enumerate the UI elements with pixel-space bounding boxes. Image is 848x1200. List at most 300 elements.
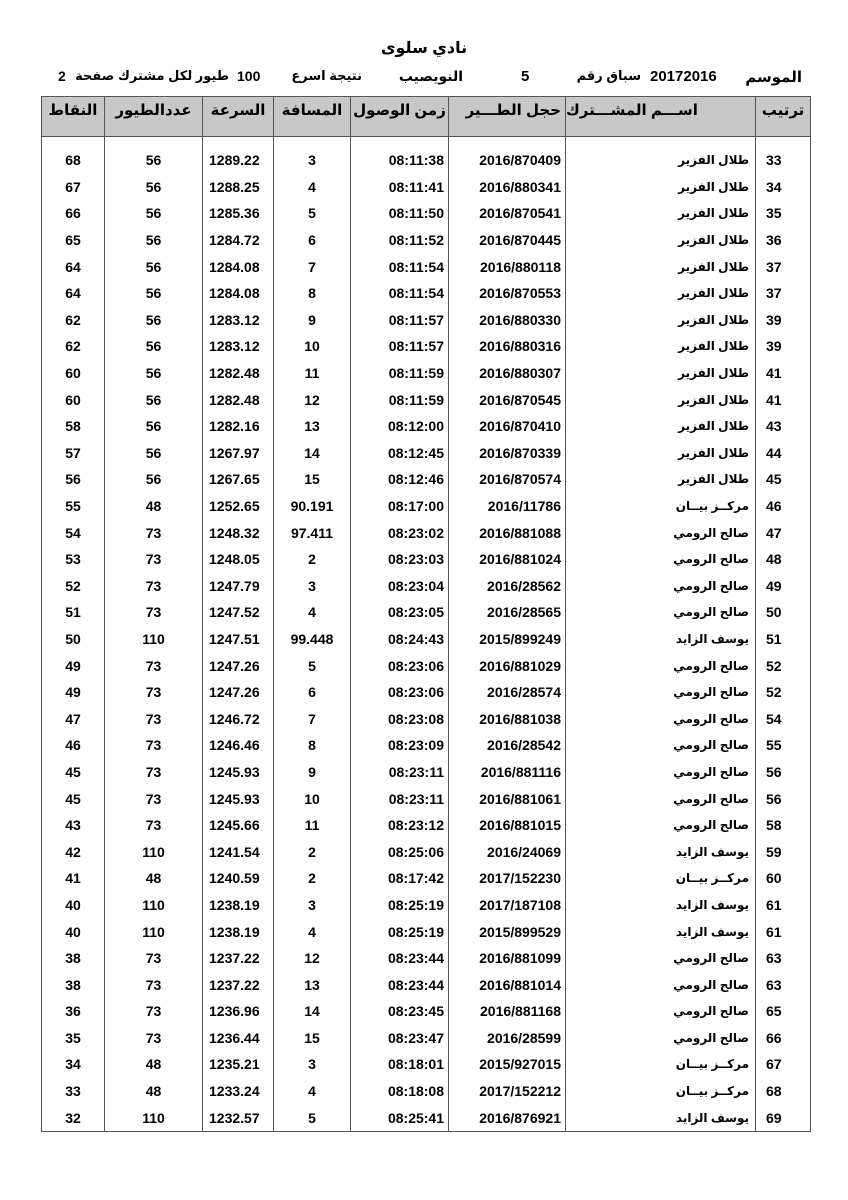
arrival-time-cell: 08:23:11 xyxy=(351,759,449,786)
ring-number-cell: 2016/24069 xyxy=(449,838,566,865)
birds-cell: 56 xyxy=(105,386,203,413)
rank-cell: 49 xyxy=(756,573,811,600)
rank-cell: 34 xyxy=(756,174,811,201)
arrival-time-cell: 08:17:42 xyxy=(351,865,449,892)
race-label: سباق رقم xyxy=(576,68,641,83)
speed-cell: 1285.36 xyxy=(203,200,274,227)
ring-number-cell: 2016/881024 xyxy=(449,546,566,573)
points-cell: 56 xyxy=(42,466,105,493)
participant-name-cell: صالح الرومي xyxy=(566,759,756,786)
table-row xyxy=(42,440,811,467)
distance-cell: 9 xyxy=(274,759,351,786)
arrival-time-cell: 08:23:12 xyxy=(351,812,449,839)
rank-cell: 58 xyxy=(756,812,811,839)
points-cell: 50 xyxy=(42,626,105,653)
ring-number-cell: 2016/28542 xyxy=(449,732,566,759)
ring-number-cell: 2016/880341 xyxy=(449,174,566,201)
arrival-time-cell: 08:23:03 xyxy=(351,546,449,573)
distance-cell: 8 xyxy=(274,280,351,307)
arrival-time-cell: 08:23:45 xyxy=(351,998,449,1025)
points-cell: 67 xyxy=(42,174,105,201)
points-cell: 45 xyxy=(42,759,105,786)
distance-cell: 3 xyxy=(274,892,351,919)
speed-cell: 1236.44 xyxy=(203,1025,274,1052)
page-number: 2 xyxy=(58,68,66,84)
birds-cell: 48 xyxy=(105,1051,203,1078)
race-type: النويصيب xyxy=(398,68,463,84)
birds-cell: 73 xyxy=(105,785,203,812)
points-cell: 53 xyxy=(42,546,105,573)
points-cell: 42 xyxy=(42,838,105,865)
points-cell: 57 xyxy=(42,440,105,467)
rank-cell: 44 xyxy=(756,440,811,467)
birds-cell: 56 xyxy=(105,333,203,360)
arrival-time-cell: 08:11:57 xyxy=(351,333,449,360)
participant-name-cell: صالح الرومي xyxy=(566,812,756,839)
birds-cell: 73 xyxy=(105,679,203,706)
points-cell: 43 xyxy=(42,812,105,839)
rank-cell: 52 xyxy=(756,679,811,706)
table-row xyxy=(42,626,811,653)
table-row xyxy=(42,785,811,812)
header-row xyxy=(42,97,811,137)
table-row xyxy=(42,838,811,865)
rank-cell: 33 xyxy=(756,147,811,174)
speed-cell: 1247.79 xyxy=(203,573,274,600)
points-cell: 51 xyxy=(42,599,105,626)
arrival-time-cell: 08:23:11 xyxy=(351,785,449,812)
per-member-label: طيور لكل مشترك صفحة xyxy=(75,68,229,83)
arrival-time-cell: 08:25:19 xyxy=(351,918,449,945)
points-cell: 65 xyxy=(42,227,105,254)
speed-cell: 1247.51 xyxy=(203,626,274,653)
speed-cell: 1289.22 xyxy=(203,147,274,174)
points-cell: 49 xyxy=(42,679,105,706)
birds-cell: 73 xyxy=(105,945,203,972)
speed-cell: 1237.22 xyxy=(203,971,274,998)
speed-cell: 1267.65 xyxy=(203,466,274,493)
birds-cell: 110 xyxy=(105,892,203,919)
ring-number-cell: 2016/880330 xyxy=(449,307,566,334)
distance-cell: 3 xyxy=(274,573,351,600)
col-header-ring: حجل الطـــير xyxy=(449,97,566,137)
table-row xyxy=(42,1051,811,1078)
rank-cell: 37 xyxy=(756,280,811,307)
table-row xyxy=(42,360,811,387)
ring-number-cell: 2016/881015 xyxy=(449,812,566,839)
points-cell: 32 xyxy=(42,1104,105,1131)
table-row xyxy=(42,1025,811,1052)
points-cell: 36 xyxy=(42,998,105,1025)
table-row xyxy=(42,493,811,520)
points-cell: 52 xyxy=(42,573,105,600)
distance-cell: 11 xyxy=(274,360,351,387)
col-header-participant: اســـم المشـــترك xyxy=(566,97,756,137)
speed-cell: 1232.57 xyxy=(203,1104,274,1131)
table-row xyxy=(42,812,811,839)
arrival-time-cell: 08:18:08 xyxy=(351,1078,449,1105)
rank-cell: 55 xyxy=(756,732,811,759)
table-row xyxy=(42,705,811,732)
ring-number-cell: 2016/870445 xyxy=(449,227,566,254)
ring-number-cell: 2016/870339 xyxy=(449,440,566,467)
speed-cell: 1282.48 xyxy=(203,360,274,387)
birds-cell: 56 xyxy=(105,147,203,174)
distance-cell: 5 xyxy=(274,1104,351,1131)
arrival-time-cell: 08:12:45 xyxy=(351,440,449,467)
table-row xyxy=(42,865,811,892)
participant-name-cell: صالح الرومي xyxy=(566,971,756,998)
distance-cell: 8 xyxy=(274,732,351,759)
arrival-time-cell: 08:23:08 xyxy=(351,705,449,732)
points-cell: 62 xyxy=(42,333,105,360)
participant-name-cell: طلال الفزير xyxy=(566,360,756,387)
birds-cell: 56 xyxy=(105,440,203,467)
ring-number-cell: 2016/870409 xyxy=(449,147,566,174)
distance-cell: 6 xyxy=(274,227,351,254)
birds-cell: 56 xyxy=(105,253,203,280)
table-row xyxy=(42,918,811,945)
participant-name-cell: طلال الفزير xyxy=(566,466,756,493)
birds-cell: 56 xyxy=(105,360,203,387)
ring-number-cell: 2017/152230 xyxy=(449,865,566,892)
ring-number-cell: 2016/880307 xyxy=(449,360,566,387)
distance-cell: 90.191 xyxy=(274,493,351,520)
birds-cell: 73 xyxy=(105,812,203,839)
ring-number-cell: 2016/28565 xyxy=(449,599,566,626)
participant-name-cell: طلال الفزير xyxy=(566,147,756,174)
participant-name-cell: صالح الرومي xyxy=(566,732,756,759)
points-cell: 66 xyxy=(42,200,105,227)
ring-number-cell: 2016/870545 xyxy=(449,386,566,413)
participant-name-cell: مركــز بيــان xyxy=(566,1051,756,1078)
ring-number-cell: 2016/870574 xyxy=(449,466,566,493)
table-row xyxy=(42,466,811,493)
birds-cell: 48 xyxy=(105,865,203,892)
col-header-speed: السرعة xyxy=(203,97,274,137)
col-header-points: النقاط xyxy=(42,97,105,137)
table-row xyxy=(42,759,811,786)
table-row xyxy=(42,200,811,227)
spacer-row xyxy=(42,137,811,148)
speed-cell: 1283.12 xyxy=(203,333,274,360)
arrival-time-cell: 08:18:01 xyxy=(351,1051,449,1078)
rank-cell: 41 xyxy=(756,386,811,413)
birds-cell: 73 xyxy=(105,599,203,626)
participant-name-cell: طلال الفزير xyxy=(566,440,756,467)
table-row xyxy=(42,573,811,600)
birds-cell: 110 xyxy=(105,626,203,653)
rank-cell: 36 xyxy=(756,227,811,254)
rank-cell: 39 xyxy=(756,333,811,360)
distance-cell: 14 xyxy=(274,440,351,467)
arrival-time-cell: 08:11:38 xyxy=(351,147,449,174)
speed-cell: 1267.97 xyxy=(203,440,274,467)
table-row xyxy=(42,732,811,759)
distance-cell: 3 xyxy=(274,147,351,174)
participant-name-cell: صالح الرومي xyxy=(566,998,756,1025)
rank-cell: 69 xyxy=(756,1104,811,1131)
participant-name-cell: صالح الرومي xyxy=(566,1025,756,1052)
birds-cell: 110 xyxy=(105,838,203,865)
participant-name-cell: طلال الفزير xyxy=(566,280,756,307)
distance-cell: 99.448 xyxy=(274,626,351,653)
arrival-time-cell: 08:11:59 xyxy=(351,360,449,387)
speed-cell: 1233.24 xyxy=(203,1078,274,1105)
ring-number-cell: 2016/881168 xyxy=(449,998,566,1025)
birds-cell: 73 xyxy=(105,1025,203,1052)
participant-name-cell: مركــز بيــان xyxy=(566,865,756,892)
participant-name-cell: صالح الرومي xyxy=(566,705,756,732)
table-row xyxy=(42,1104,811,1131)
birds-cell: 56 xyxy=(105,413,203,440)
distance-cell: 13 xyxy=(274,413,351,440)
table-row xyxy=(42,333,811,360)
table-row xyxy=(42,253,811,280)
ring-number-cell: 2016/881038 xyxy=(449,705,566,732)
result-count: 100 xyxy=(237,68,261,84)
ring-number-cell: 2016/881099 xyxy=(449,945,566,972)
table-row xyxy=(42,174,811,201)
distance-cell: 12 xyxy=(274,945,351,972)
speed-cell: 1246.72 xyxy=(203,705,274,732)
birds-cell: 110 xyxy=(105,918,203,945)
rank-cell: 63 xyxy=(756,971,811,998)
points-cell: 55 xyxy=(42,493,105,520)
birds-cell: 73 xyxy=(105,573,203,600)
participant-name-cell: صالح الرومي xyxy=(566,599,756,626)
table-row xyxy=(42,280,811,307)
results-table xyxy=(41,96,811,1132)
arrival-time-cell: 08:23:05 xyxy=(351,599,449,626)
participant-name-cell: يوسف الزايد xyxy=(566,892,756,919)
table-row xyxy=(42,413,811,440)
participant-name-cell: طلال الفزير xyxy=(566,413,756,440)
distance-cell: 6 xyxy=(274,679,351,706)
points-cell: 58 xyxy=(42,413,105,440)
points-cell: 64 xyxy=(42,253,105,280)
ring-number-cell: 2016/28574 xyxy=(449,679,566,706)
points-cell: 41 xyxy=(42,865,105,892)
ring-number-cell: 2016/881116 xyxy=(449,759,566,786)
speed-cell: 1282.48 xyxy=(203,386,274,413)
table-row xyxy=(42,998,811,1025)
ring-number-cell: 2016/876921 xyxy=(449,1104,566,1131)
speed-cell: 1247.26 xyxy=(203,679,274,706)
participant-name-cell: طلال الفزير xyxy=(566,307,756,334)
speed-cell: 1246.46 xyxy=(203,732,274,759)
ring-number-cell: 2016/870541 xyxy=(449,200,566,227)
points-cell: 38 xyxy=(42,971,105,998)
ring-number-cell: 2017/187108 xyxy=(449,892,566,919)
arrival-time-cell: 08:23:06 xyxy=(351,679,449,706)
ring-number-cell: 2016/880316 xyxy=(449,333,566,360)
season-value: 20172016 xyxy=(650,68,717,85)
participant-name-cell: طلال الفزير xyxy=(566,386,756,413)
arrival-time-cell: 08:23:09 xyxy=(351,732,449,759)
speed-cell: 1238.19 xyxy=(203,918,274,945)
distance-cell: 2 xyxy=(274,865,351,892)
rank-cell: 47 xyxy=(756,519,811,546)
birds-cell: 56 xyxy=(105,307,203,334)
participant-name-cell: يوسف الزايد xyxy=(566,626,756,653)
table-row xyxy=(42,679,811,706)
birds-cell: 73 xyxy=(105,705,203,732)
participant-name-cell: صالح الرومي xyxy=(566,679,756,706)
rank-cell: 65 xyxy=(756,998,811,1025)
rank-cell: 59 xyxy=(756,838,811,865)
arrival-time-cell: 08:11:54 xyxy=(351,280,449,307)
participant-name-cell: مركــز بيــان xyxy=(566,1078,756,1105)
speed-cell: 1245.93 xyxy=(203,785,274,812)
birds-cell: 73 xyxy=(105,546,203,573)
arrival-time-cell: 08:12:46 xyxy=(351,466,449,493)
birds-cell: 73 xyxy=(105,519,203,546)
arrival-time-cell: 08:11:59 xyxy=(351,386,449,413)
birds-cell: 73 xyxy=(105,998,203,1025)
distance-cell: 15 xyxy=(274,466,351,493)
ring-number-cell: 2015/927015 xyxy=(449,1051,566,1078)
arrival-time-cell: 08:23:44 xyxy=(351,971,449,998)
points-cell: 49 xyxy=(42,652,105,679)
table-row xyxy=(42,227,811,254)
distance-cell: 5 xyxy=(274,200,351,227)
points-cell: 47 xyxy=(42,705,105,732)
participant-name-cell: طلال الفزير xyxy=(566,227,756,254)
distance-cell: 4 xyxy=(274,174,351,201)
speed-cell: 1248.05 xyxy=(203,546,274,573)
result-label: نتيجة اسرع xyxy=(291,68,362,83)
arrival-time-cell: 08:23:44 xyxy=(351,945,449,972)
table-row xyxy=(42,307,811,334)
speed-cell: 1284.72 xyxy=(203,227,274,254)
col-header-distance: المسافة xyxy=(274,97,351,137)
table-row xyxy=(42,386,811,413)
speed-cell: 1247.52 xyxy=(203,599,274,626)
points-cell: 54 xyxy=(42,519,105,546)
participant-name-cell: يوسف الزايد xyxy=(566,918,756,945)
birds-cell: 73 xyxy=(105,759,203,786)
participant-name-cell: طلال الفزير xyxy=(566,200,756,227)
arrival-time-cell: 08:17:00 xyxy=(351,493,449,520)
rank-cell: 51 xyxy=(756,626,811,653)
arrival-time-cell: 08:11:52 xyxy=(351,227,449,254)
distance-cell: 5 xyxy=(274,652,351,679)
speed-cell: 1248.32 xyxy=(203,519,274,546)
speed-cell: 1247.26 xyxy=(203,652,274,679)
participant-name-cell: يوسف الزايد xyxy=(566,1104,756,1131)
birds-cell: 56 xyxy=(105,200,203,227)
birds-cell: 56 xyxy=(105,174,203,201)
distance-cell: 10 xyxy=(274,333,351,360)
speed-cell: 1236.96 xyxy=(203,998,274,1025)
distance-cell: 12 xyxy=(274,386,351,413)
speed-cell: 1238.19 xyxy=(203,892,274,919)
rank-cell: 56 xyxy=(756,785,811,812)
distance-cell: 7 xyxy=(274,253,351,280)
speed-cell: 1245.66 xyxy=(203,812,274,839)
rank-cell: 54 xyxy=(756,705,811,732)
table-row xyxy=(42,892,811,919)
points-cell: 34 xyxy=(42,1051,105,1078)
participant-name-cell: صالح الرومي xyxy=(566,652,756,679)
table-row xyxy=(42,971,811,998)
distance-cell: 2 xyxy=(274,838,351,865)
rank-cell: 68 xyxy=(756,1078,811,1105)
speed-cell: 1240.59 xyxy=(203,865,274,892)
distance-cell: 14 xyxy=(274,998,351,1025)
speed-cell: 1235.21 xyxy=(203,1051,274,1078)
rank-cell: 35 xyxy=(756,200,811,227)
points-cell: 46 xyxy=(42,732,105,759)
table-row xyxy=(42,652,811,679)
participant-name-cell: يوسف الزايد xyxy=(566,838,756,865)
points-cell: 60 xyxy=(42,360,105,387)
distance-cell: 97.411 xyxy=(274,519,351,546)
ring-number-cell: 2015/899529 xyxy=(449,918,566,945)
distance-cell: 7 xyxy=(274,705,351,732)
col-header-arrival: زمن الوصول xyxy=(351,97,449,137)
distance-cell: 13 xyxy=(274,971,351,998)
points-cell: 45 xyxy=(42,785,105,812)
rank-cell: 48 xyxy=(756,546,811,573)
speed-cell: 1252.65 xyxy=(203,493,274,520)
ring-number-cell: 2016/881088 xyxy=(449,519,566,546)
distance-cell: 4 xyxy=(274,599,351,626)
birds-cell: 73 xyxy=(105,652,203,679)
participant-name-cell: صالح الرومي xyxy=(566,785,756,812)
speed-cell: 1282.16 xyxy=(203,413,274,440)
season-label: الموسم xyxy=(745,69,802,86)
points-cell: 62 xyxy=(42,307,105,334)
ring-number-cell: 2016/870410 xyxy=(449,413,566,440)
speed-cell: 1283.12 xyxy=(203,307,274,334)
arrival-time-cell: 08:25:06 xyxy=(351,838,449,865)
speed-cell: 1241.54 xyxy=(203,838,274,865)
points-cell: 68 xyxy=(42,147,105,174)
birds-cell: 56 xyxy=(105,466,203,493)
arrival-time-cell: 08:23:02 xyxy=(351,519,449,546)
table-row xyxy=(42,1078,811,1105)
rank-cell: 43 xyxy=(756,413,811,440)
distance-cell: 4 xyxy=(274,1078,351,1105)
ring-number-cell: 2016/11786 xyxy=(449,493,566,520)
distance-cell: 2 xyxy=(274,546,351,573)
speed-cell: 1245.93 xyxy=(203,759,274,786)
distance-cell: 10 xyxy=(274,785,351,812)
points-cell: 64 xyxy=(42,280,105,307)
arrival-time-cell: 08:23:06 xyxy=(351,652,449,679)
rank-cell: 61 xyxy=(756,892,811,919)
club-title: نادي سلوى xyxy=(380,40,468,57)
rank-cell: 52 xyxy=(756,652,811,679)
birds-cell: 56 xyxy=(105,227,203,254)
ring-number-cell: 2016/881061 xyxy=(449,785,566,812)
rank-cell: 46 xyxy=(756,493,811,520)
distance-cell: 11 xyxy=(274,812,351,839)
speed-cell: 1284.08 xyxy=(203,253,274,280)
rank-cell: 66 xyxy=(756,1025,811,1052)
participant-name-cell: صالح الرومي xyxy=(566,945,756,972)
arrival-time-cell: 08:25:41 xyxy=(351,1104,449,1131)
birds-cell: 56 xyxy=(105,280,203,307)
points-cell: 38 xyxy=(42,945,105,972)
rank-cell: 39 xyxy=(756,307,811,334)
rank-cell: 60 xyxy=(756,865,811,892)
speed-cell: 1288.25 xyxy=(203,174,274,201)
speed-cell: 1237.22 xyxy=(203,945,274,972)
distance-cell: 15 xyxy=(274,1025,351,1052)
